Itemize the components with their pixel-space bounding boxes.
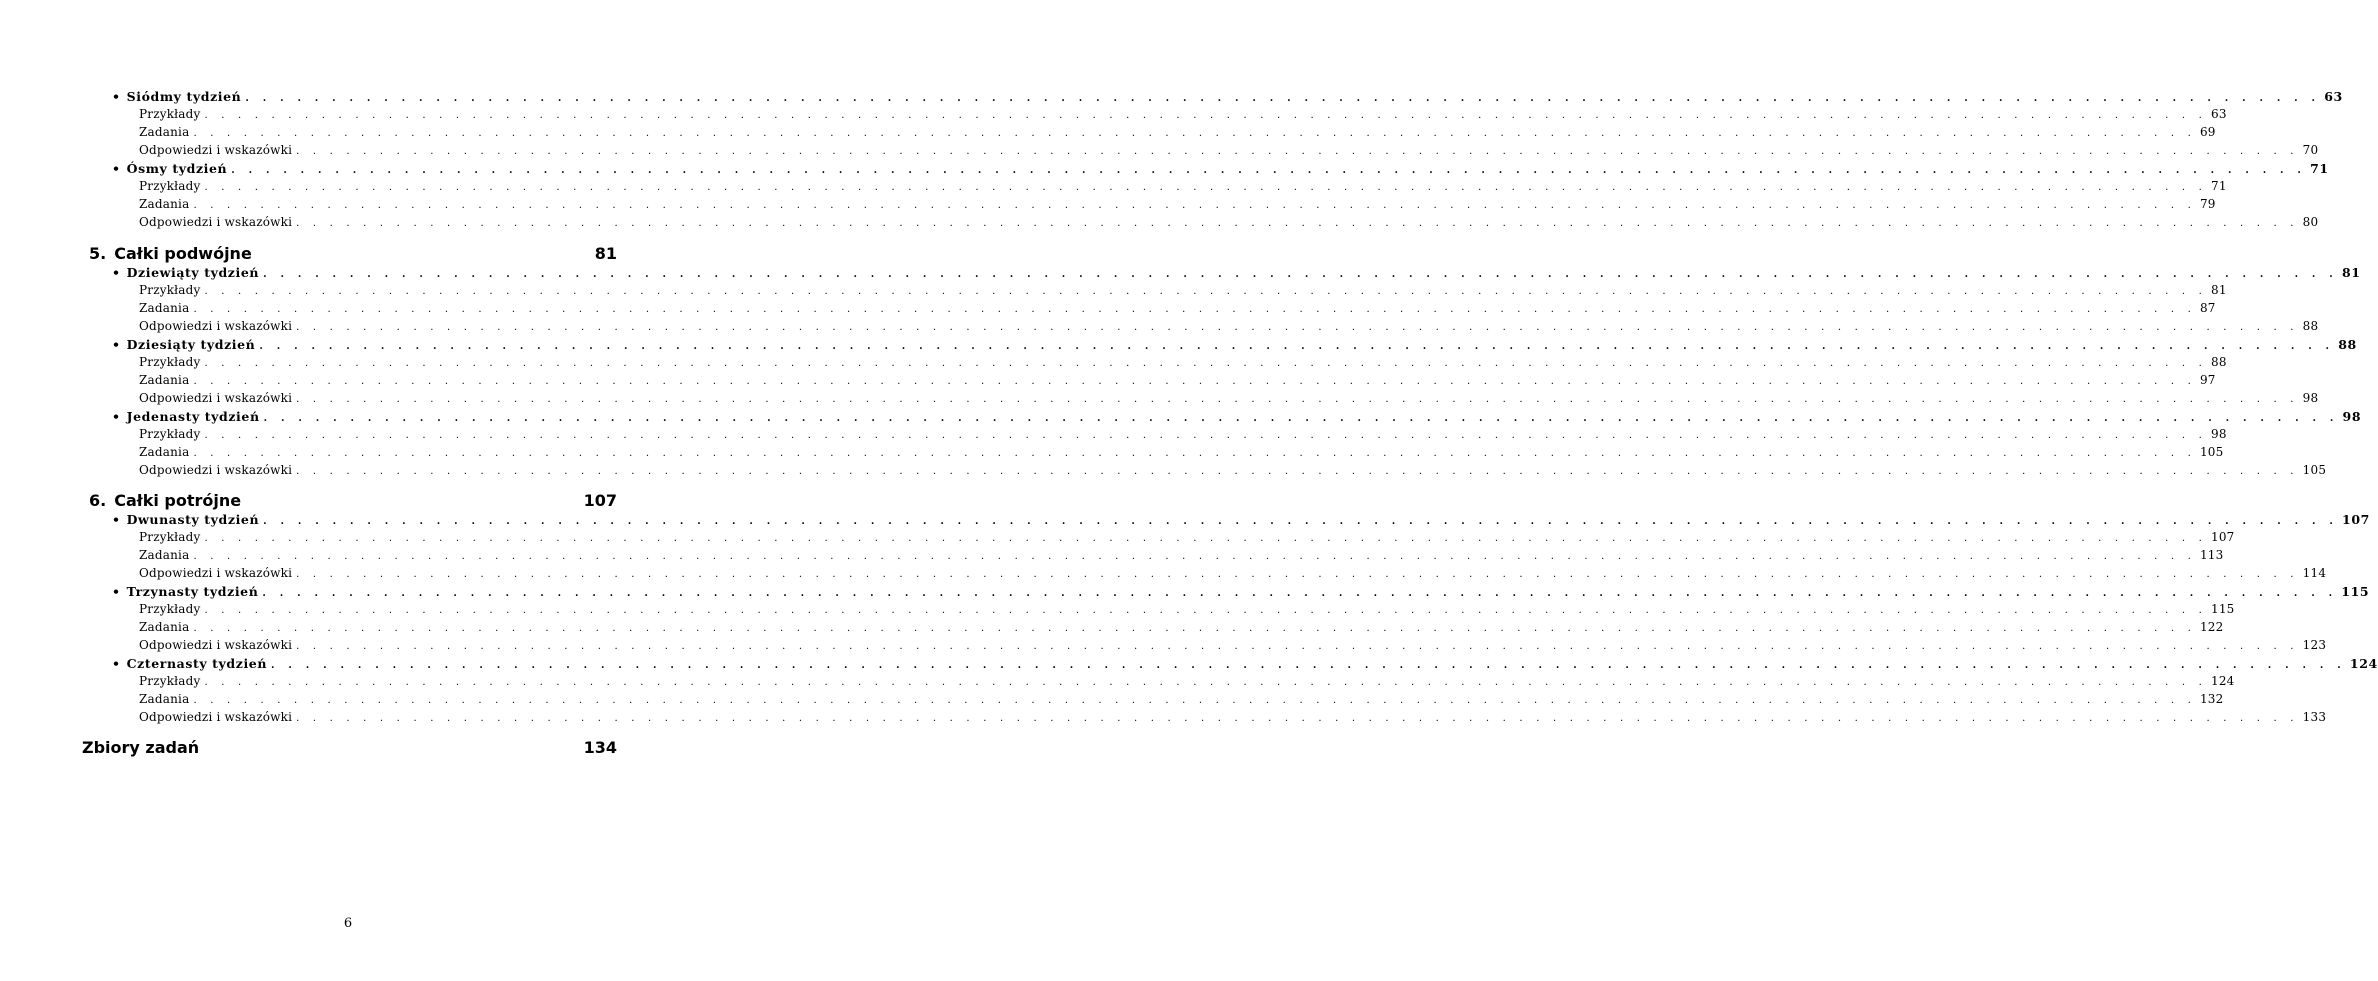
toc-entry-label: Odpowiedzi i wskazówki <box>139 566 293 580</box>
toc-entry-week[interactable] <box>112 409 2362 424</box>
dot-leader: . . . . . . . . . . . . . . . . . . . . . . . . . . . . . . . . . . . . . . . . . . . . . . . . . . . . . . . . . . . . . . . . . . . . . . . . . . . . . . . . . . . . . . . . . . . . . . . . . . . . . . . . . . . . . . . . . . . . . . . . <box>263 269 2338 280</box>
toc-entry-title <box>112 584 258 599</box>
toc-entry-label: Przykłady <box>139 602 201 616</box>
toc-entry-page: 63 <box>2211 107 2227 121</box>
toc-entry-title <box>139 530 201 544</box>
toc-entry-week[interactable] <box>112 512 2370 527</box>
toc-entry-title <box>89 244 252 263</box>
toc-entry-page: 107 <box>583 491 617 510</box>
toc-entry-label: Przykłady <box>139 355 201 369</box>
toc-entry-title <box>139 215 292 229</box>
toc-entry-page: 98 <box>2342 409 2362 424</box>
dot-leader: . . . . . . . . . . . . . . . . . . . . . . . . . . . . . . . . . . . . . . . . . . . . . . . . . . . . . . . . . . . . . . . . . . . . . . . . . . . . . . . . . . . . . . . . . . . . . . . . . . . . . . . . . . . . . . . . . . . . . . . . <box>193 128 2196 139</box>
toc-entry-label: Przykłady <box>139 283 201 297</box>
bullet-icon: • <box>112 409 121 424</box>
toc-entry-sub[interactable] <box>139 530 2235 544</box>
toc-entry-label: Przykłady <box>139 427 201 441</box>
dot-leader: . . . . . . . . . . . . . . . . . . . . . . . . . . . . . . . . . . . . . . . . . . . . . . . . . . . . . . . . . . . . . . . . . . . . . . . . . . . . . . . . . . . . . . . . . . . . . . . . . . . . . . . . . . . . . . . . . . . . . . . . <box>204 533 2208 544</box>
toc-entry-label: Przykłady <box>139 107 201 121</box>
bullet-icon: • <box>112 265 121 280</box>
toc-entry-page: 71 <box>2211 179 2227 193</box>
toc-entry-title <box>112 409 260 424</box>
page-number: 6 <box>343 916 353 931</box>
toc-entry-title <box>139 391 292 405</box>
dot-leader: . . . . . . . . . . . . . . . . . . . . . . . . . . . . . . . . . . . . . . . . . . . . . . . . . . . . . . . . . . . . . . . . . . . . . . . . . . . . . . . . . . . . . . . . . . . . . . . . . . . . . . . . . . . . . . . . . . . . . . . . <box>262 588 2338 599</box>
toc-entry-page: 88 <box>2338 337 2357 352</box>
toc-entry-page: 80 <box>2302 215 2319 229</box>
toc-entry-label: Zadania <box>139 373 190 387</box>
toc-entry-title <box>82 738 199 757</box>
toc-entry-title <box>139 620 189 634</box>
bullet-icon: • <box>112 89 121 104</box>
bullet-icon: • <box>112 584 121 599</box>
toc-entry-week[interactable] <box>112 161 2329 176</box>
dot-leader: . . . . . . . . . . . . . . . . . . . . . . . . . . . . . . . . . . . . . . . . . . . . . . . . . . . . . . . . . . . . . . . . . . . . . . . . . . . . . . . . . . . . . . . . . . . . . . . . . . . . . . . . . . . . . . . . . . . . . . . . <box>231 165 2307 176</box>
toc-entry-week[interactable] <box>112 337 2357 352</box>
toc-entry-label: Przykłady <box>139 179 201 193</box>
dot-leader: . . . . . . . . . . . . . . . . . . . . . . . . . . . . . . . . . . . . . . . . . . . . . . . . . . . . . . . . . . . . . . . . . . . . . . . . . . . . . . . . . . . . . . . . . . . . . . . . . . . . . . . . . . . . . . . . . . . . . . . . <box>204 677 2208 688</box>
dot-leader: . . . . . . . . . . . . . . . . . . . . . . . . . . . . . . . . . . . . . . . . . . . . . . . . . . . . . . . . . . . . . . . . . . . . . . . . . . . . . . . . . . . . . . . . . . . . . . . . . . . . . . . . . . . . . . . . . . . . . . . . <box>296 641 2299 652</box>
dot-leader: . . . . . . . . . . . . . . . . . . . . . . . . . . . . . . . . . . . . . . . . . . . . . . . . . . . . . . . . . . . . . . . . . . . . . . . . . . . . . . . . . . . . . . . . . . . . . . . . . . . . . . . . . . . . . . . . . . . . . . . . <box>204 358 2208 369</box>
toc-entry-label: Odpowiedzi i wskazówki <box>139 143 293 157</box>
toc-entry-sub[interactable] <box>139 197 2216 211</box>
bullet-icon: • <box>112 337 121 352</box>
toc-entry-page: 114 <box>2302 566 2327 580</box>
toc-entry-title <box>112 89 241 104</box>
toc-entry-page: 81 <box>2211 283 2227 297</box>
toc-entry-title <box>139 638 292 652</box>
dot-leader: . . . . . . . . . . . . . . . . . . . . . . . . . . . . . . . . . . . . . . . . . . . . . . . . . . . . . . . . . . . . . . . . . . . . . . . . . . . . . . . . . . . . . . . . . . . . . . . . . . . . . . . . . . . . . . . . . . . . . . . . <box>263 413 2339 424</box>
toc-entry-sub[interactable] <box>139 143 2319 157</box>
toc-entry-title <box>139 355 201 369</box>
toc-entry-page: 132 <box>2199 692 2224 706</box>
toc-entry-label: Odpowiedzi i wskazówki <box>139 319 293 333</box>
toc-entry-title <box>139 674 201 688</box>
toc-entry-sub[interactable] <box>139 463 2327 477</box>
toc-entry-label: Zadania <box>139 620 190 634</box>
toc-entry-page: 105 <box>2199 445 2224 459</box>
toc-entry-label: Odpowiedzi i wskazówki <box>139 215 293 229</box>
toc-entry-page: 97 <box>2199 373 2216 387</box>
toc-entry-label: Zadania <box>139 692 190 706</box>
toc-entry-title <box>139 179 201 193</box>
dot-leader: . . . . . . . . . . . . . . . . . . . . . . . . . . . . . . . . . . . . . . . . . . . . . . . . . . . . . . . . . . . . . . . . . . . . . . . . . . . . . . . . . . . . . . . . . . . . . . . . . . . . . . . . . . . . . . . . . . . . . . . . <box>296 146 2299 157</box>
toc-entry-label: Trzynasty tydzień <box>126 584 259 599</box>
bullet-icon: • <box>112 161 121 176</box>
chapter-number: 6. <box>89 491 107 510</box>
dot-leader: . . . . . . . . . . . . . . . . . . . . . . . . . . . . . . . . . . . . . . . . . . . . . . . . . . . . . . . . . . . . . . . . . . . . . . . . . . . . . . . . . . . . . . . . . . . . . . . . . . . . . . . . . . . . . . . . . . . . . . . . <box>296 322 2299 333</box>
toc-entry-label: Ósmy tydzień <box>126 161 228 176</box>
toc-entry-page: 105 <box>2302 463 2327 477</box>
chapter-number: 5. <box>89 244 107 263</box>
dot-leader: . . . . . . . . . . . . . . . . . . . . . . . . . . . . . . . . . . . . . . . . . . . . . . . . . . . . . . . . . . . . . . . . . . . . . . . . . . . . . . . . . . . . . . . . . . . . . . . . . . . . . . . . . . . . . . . . . . . . . . . . <box>193 200 2196 211</box>
toc-entry-label: Przykłady <box>139 674 201 688</box>
toc-entry-sub[interactable] <box>139 602 2235 616</box>
toc-entry-page: 133 <box>2302 710 2327 724</box>
toc-entry-page: 63 <box>2324 89 2343 104</box>
toc-entry-title <box>139 602 201 616</box>
toc-entry-sub[interactable] <box>139 373 2216 387</box>
dot-leader: . . . . . . . . . . . . . . . . . . . . . . . . . . . . . . . . . . . . . . . . . . . . . . . . . . . . . . . . . . . . . . . . . . . . . . . . . . . . . . . . . . . . . . . . . . . . . . . . . . . . . . . . . . . . . . . . . . . . . . . . <box>193 623 2196 634</box>
toc-entry-label: Dwunasty tydzień <box>126 512 260 527</box>
toc-entry-page: 107 <box>2211 530 2235 544</box>
toc-entry-sub[interactable] <box>139 355 2227 369</box>
toc-entry-sub[interactable] <box>139 283 2227 297</box>
toc-entry-page: 115 <box>2341 584 2370 599</box>
toc-entry-sub[interactable] <box>139 125 2216 139</box>
toc-entry-title <box>139 445 189 459</box>
toc-entry-title <box>112 265 259 280</box>
dot-leader: . . . . . . . . . . . . . . . . . . . . . . . . . . . . . . . . . . . . . . . . . . . . . . . . . . . . . . . . . . . . . . . . . . . . . . . . . . . . . . . . . . . . . . . . . . . . . . . . . . . . . . . . . . . . . . . . . . . . . . . . <box>296 569 2299 580</box>
dot-leader: . . . . . . . . . . . . . . . . . . . . . . . . . . . . . . . . . . . . . . . . . . . . . . . . . . . . . . . . . . . . . . . . . . . . . . . . . . . . . . . . . . . . . . . . . . . . . . . . . . . . . . . . . . . . . . . . . . . . . . . . <box>193 376 2196 387</box>
toc-entry-label: Zadania <box>139 125 190 139</box>
dot-leader: . . . . . . . . . . . . . . . . . . . . . . . . . . . . . . . . . . . . . . . . . . . . . . . . . . . . . . . . . . . . . . . . . . . . . . . . . . . . . . . . . . . . . . . . . . . . . . . . . . . . . . . . . . . . . . . . . . . . . . . . <box>296 466 2299 477</box>
toc-entry-page: 98 <box>2302 391 2319 405</box>
toc-entry-title <box>112 161 227 176</box>
toc-entry-sub[interactable] <box>139 674 2235 688</box>
toc-entry-label: Zadania <box>139 445 190 459</box>
bullet-icon: • <box>112 656 121 671</box>
toc-entry-sub[interactable] <box>139 638 2327 652</box>
toc-entry-title <box>139 319 292 333</box>
toc-entry-page: 88 <box>2211 355 2227 369</box>
toc-entry-sub[interactable] <box>139 391 2319 405</box>
toc-entry-sub[interactable] <box>139 179 2227 193</box>
toc-entry-page: 71 <box>2310 161 2329 176</box>
dot-leader: . . . . . . . . . . . . . . . . . . . . . . . . . . . . . . . . . . . . . . . . . . . . . . . . . . . . . . . . . . . . . . . . . . . . . . . . . . . . . . . . . . . . . . . . . . . . . . . . . . . . . . . . . . . . . . . . . . . . . . . . <box>204 182 2208 193</box>
toc-entry-title <box>112 337 255 352</box>
toc-entry-page: 98 <box>2211 427 2227 441</box>
toc-entry-title <box>139 566 292 580</box>
toc-entry-label: Całki podwójne <box>114 244 252 263</box>
toc-entry-title <box>112 512 259 527</box>
dot-leader: . . . . . . . . . . . . . . . . . . . . . . . . . . . . . . . . . . . . . . . . . . . . . . . . . . . . . . . . . . . . . . . . . . . . . . . . . . . . . . . . . . . . . . . . . . . . . . . . . . . . . . . . . . . . . . . . . . . . . . . . <box>193 551 2196 562</box>
toc-entry-label: Zadania <box>139 548 190 562</box>
toc-entry-sub[interactable] <box>139 319 2319 333</box>
dot-leader: . . . . . . . . . . . . . . . . . . . . . . . . . . . . . . . . . . . . . . . . . . . . . . . . . . . . . . . . . . . . . . . . . . . . . . . . . . . . . . . . . . . . . . . . . . . . . . . . . . . . . . . . . . . . . . . . . . . . . . . . <box>296 394 2299 405</box>
toc-entry-chapter[interactable] <box>89 244 617 263</box>
toc-entry-sub[interactable] <box>139 620 2224 634</box>
dot-leader: . . . . . . . . . . . . . . . . . . . . . . . . . . . . . . . . . . . . . . . . . . . . . . . . . . . . . . . . . . . . . . . . . . . . . . . . . . . . . . . . . . . . . . . . . . . . . . . . . . . . . . . . . . . . . . . . . . . . . . . . <box>204 110 2208 121</box>
dot-leader: . . . . . . . . . . . . . . . . . . . . . . . . . . . . . . . . . . . . . . . . . . . . . . . . . . . . . . . . . . . . . . . . . . . . . . . . . . . . . . . . . . . . . . . . . . . . . . . . . . . . . . . . . . . . . . . . . . . . . . . . <box>263 516 2339 527</box>
toc-entry-page: 87 <box>2199 301 2216 315</box>
toc-entry-page: 69 <box>2199 125 2216 139</box>
toc-entry-title <box>139 125 189 139</box>
toc-entry-page: 107 <box>2342 512 2370 527</box>
toc-entry-title <box>139 710 292 724</box>
dot-leader: . . . . . . . . . . . . . . . . . . . . . . . . . . . . . . . . . . . . . . . . . . . . . . . . . . . . . . . . . . . . . . . . . . . . . . . . . . . . . . . . . . . . . . . . . . . . . . . . . . . . . . . . . . . . . . . . . . . . . . . . <box>296 713 2299 724</box>
toc-entry-page: 88 <box>2302 319 2319 333</box>
toc-entry-label: Dziesiąty tydzień <box>126 337 256 352</box>
toc-entry-sub[interactable] <box>139 107 2227 121</box>
toc-entry-label: Jedenasty tydzień <box>126 409 260 424</box>
toc-entry-label: Czternasty tydzień <box>126 656 268 671</box>
dot-leader: . . . . . . . . . . . . . . . . . . . . . . . . . . . . . . . . . . . . . . . . . . . . . . . . . . . . . . . . . . . . . . . . . . . . . . . . . . . . . . . . . . . . . . . . . . . . . . . . . . . . . . . . . . . . . . . . . . . . . . . . <box>204 286 2208 297</box>
toc-entry-title <box>112 656 267 671</box>
toc-entry-sub[interactable] <box>139 445 2224 459</box>
toc-entry-label: Zadania <box>139 301 190 315</box>
toc-entry-title <box>139 107 201 121</box>
toc-entry-page: 124 <box>2349 656 2378 671</box>
dot-leader: . . . . . . . . . . . . . . . . . . . . . . . . . . . . . . . . . . . . . . . . . . . . . . . . . . . . . . . . . . . . . . . . . . . . . . . . . . . . . . . . . . . . . . . . . . . . . . . . . . . . . . . . . . . . . . . . . . . . . . . . <box>245 93 2321 104</box>
toc-entry-title <box>139 283 201 297</box>
toc-entry-label: Przykłady <box>139 530 201 544</box>
toc-entry-sub[interactable] <box>139 548 2224 562</box>
toc-entry-page: 124 <box>2211 674 2235 688</box>
toc-entry-page: 79 <box>2199 197 2216 211</box>
toc-entry-label: Siódmy tydzień <box>126 89 242 104</box>
dot-leader: . . . . . . . . . . . . . . . . . . . . . . . . . . . . . . . . . . . . . . . . . . . . . . . . . . . . . . . . . . . . . . . . . . . . . . . . . . . . . . . . . . . . . . . . . . . . . . . . . . . . . . . . . . . . . . . . . . . . . . . . <box>259 341 2335 352</box>
toc-entry-page: 70 <box>2302 143 2319 157</box>
dot-leader: . . . . . . . . . . . . . . . . . . . . . . . . . . . . . . . . . . . . . . . . . . . . . . . . . . . . . . . . . . . . . . . . . . . . . . . . . . . . . . . . . . . . . . . . . . . . . . . . . . . . . . . . . . . . . . . . . . . . . . . . <box>204 430 2208 441</box>
toc-entry-title <box>139 301 189 315</box>
dot-leader: . . . . . . . . . . . . . . . . . . . . . . . . . . . . . . . . . . . . . . . . . . . . . . . . . . . . . . . . . . . . . . . . . . . . . . . . . . . . . . . . . . . . . . . . . . . . . . . . . . . . . . . . . . . . . . . . . . . . . . . . <box>296 218 2299 229</box>
toc-entry-label: Zbiory zadań <box>82 738 200 757</box>
toc-entry-label: Dziewiąty tydzień <box>126 265 260 280</box>
toc-entry-title <box>139 427 201 441</box>
toc-entry-sub[interactable] <box>139 301 2216 315</box>
toc-entry-week[interactable] <box>112 89 2343 104</box>
toc-entry-label: Odpowiedzi i wskazówki <box>139 463 293 477</box>
toc-entry-sub[interactable] <box>139 215 2319 229</box>
toc-entry-sub[interactable] <box>139 692 2224 706</box>
toc-entry-week[interactable] <box>112 656 2378 671</box>
toc-entry-label: Odpowiedzi i wskazówki <box>139 638 293 652</box>
toc-entry-page: 81 <box>2341 265 2361 280</box>
toc-entry-label: Odpowiedzi i wskazówki <box>139 391 293 405</box>
toc-entry-title <box>139 143 292 157</box>
toc-entry-label: Całki potrójne <box>114 491 242 510</box>
toc-entry-label: Zadania <box>139 197 190 211</box>
toc-entry-title <box>139 548 189 562</box>
toc-entry-chapter[interactable] <box>89 491 617 510</box>
toc-entry-week[interactable] <box>112 584 2370 599</box>
dot-leader: . . . . . . . . . . . . . . . . . . . . . . . . . . . . . . . . . . . . . . . . . . . . . . . . . . . . . . . . . . . . . . . . . . . . . . . . . . . . . . . . . . . . . . . . . . . . . . . . . . . . . . . . . . . . . . . . . . . . . . . . <box>204 605 2208 616</box>
toc-entry-sub[interactable] <box>139 566 2327 580</box>
toc-entry-title <box>139 197 189 211</box>
toc-entry-sub[interactable] <box>139 427 2227 441</box>
toc-entry-page: 81 <box>594 244 617 263</box>
toc-entry-title <box>139 373 189 387</box>
bullet-icon: • <box>112 512 121 527</box>
toc-entry-week[interactable] <box>112 265 2361 280</box>
toc-entry-label: Odpowiedzi i wskazówki <box>139 710 293 724</box>
dot-leader: . . . . . . . . . . . . . . . . . . . . . . . . . . . . . . . . . . . . . . . . . . . . . . . . . . . . . . . . . . . . . . . . . . . . . . . . . . . . . . . . . . . . . . . . . . . . . . . . . . . . . . . . . . . . . . . . . . . . . . . . <box>193 304 2196 315</box>
toc-entry-sub[interactable] <box>139 710 2327 724</box>
toc-entry-title <box>89 491 241 510</box>
toc-entry-page: 113 <box>2199 548 2224 562</box>
toc-entry-page: 134 <box>583 738 617 757</box>
dot-leader: . . . . . . . . . . . . . . . . . . . . . . . . . . . . . . . . . . . . . . . . . . . . . . . . . . . . . . . . . . . . . . . . . . . . . . . . . . . . . . . . . . . . . . . . . . . . . . . . . . . . . . . . . . . . . . . . . . . . . . . . <box>193 448 2196 459</box>
toc-entry-title <box>139 463 292 477</box>
toc-entry-page: 115 <box>2211 602 2235 616</box>
dot-leader: . . . . . . . . . . . . . . . . . . . . . . . . . . . . . . . . . . . . . . . . . . . . . . . . . . . . . . . . . . . . . . . . . . . . . . . . . . . . . . . . . . . . . . . . . . . . . . . . . . . . . . . . . . . . . . . . . . . . . . . . <box>193 695 2196 706</box>
toc-entry-page: 123 <box>2302 638 2327 652</box>
toc-entry-page: 122 <box>2199 620 2224 634</box>
toc-entry-section[interactable] <box>82 738 617 757</box>
dot-leader: . . . . . . . . . . . . . . . . . . . . . . . . . . . . . . . . . . . . . . . . . . . . . . . . . . . . . . . . . . . . . . . . . . . . . . . . . . . . . . . . . . . . . . . . . . . . . . . . . . . . . . . . . . . . . . . . . . . . . . . . <box>271 660 2346 671</box>
toc-entry-title <box>139 692 189 706</box>
